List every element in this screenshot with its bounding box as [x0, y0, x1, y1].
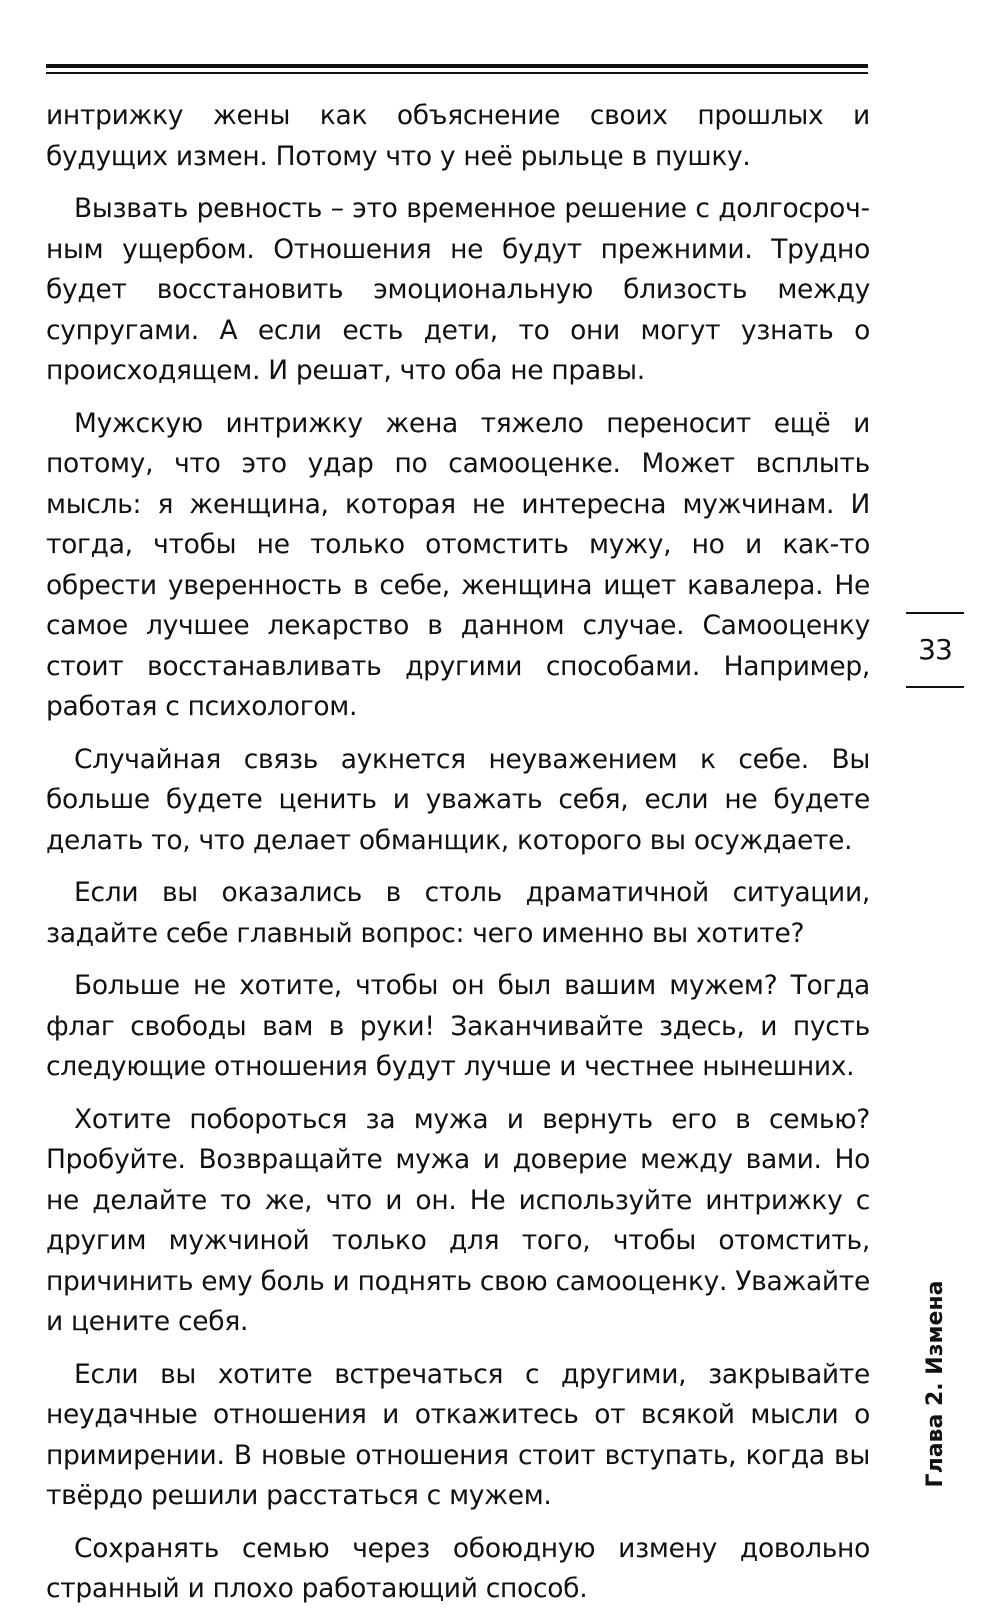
- paragraph: интрижку жены как объяснение своих прошлых и будущих измен. Потому что у неё рыльце в пушку.: [46, 100, 870, 172]
- paragraph: Мужскую интрижку жена тяжело переносит ещё и потому, что это удар по самооценке. Может всплыть мысль: я женщина, которая не интересна мужчинам. И тогда, чтобы не только отомстить мужу, но и как-то обрести уверенность в себе, женщина ищет кавалера. Не самое лучшее лекарство в данном случае. Самооценку стоит восстанавливать другими способами. Например, работая с психологом.: [46, 407, 870, 722]
- page-number-rule-bottom: [906, 686, 964, 688]
- paragraph: Случайная связь аукнется неуважением к себе. Вы больше будете ценить и уважать себя, если не будете делать то, что делает обманщик, которого вы осуждаете.: [46, 743, 870, 856]
- header-rule-thin: [46, 72, 868, 74]
- body-text: [46, 96, 870, 1622]
- paragraph: Хотите побороться за мужа и вернуть его в семью? Пробуйте. Возвращайте мужа и доверие между вами. Но не делайте то же, что и он. Не используйте интрижку с другим мужчиной только для того, чтобы отомстить, причинить ему боль и поднять свою самооценку. Уважайте и цените себя.: [46, 1103, 870, 1337]
- page-number: 33: [918, 633, 952, 666]
- paragraph: Вызвать ревность – это временное решение с долгосрочным ущербом. Отношения не будут прежними. Трудно будет восстановить эмоциональную близость между супругами. А если есть дети, то они могут узнать о происходящем. И решат, что оба не правы.: [46, 193, 870, 386]
- paragraph: Больше не хотите, чтобы он был вашим мужем? Тогда флаг свободы вам в руки! Заканчивайте здесь, и пусть следующие отношения будут лучше и честнее нынешних.: [46, 970, 870, 1082]
- page-number-rule-top: [906, 612, 964, 614]
- paragraph: Если вы оказались в столь драматичной ситуации, задайте себе главный вопрос: чего именно вы хотите?: [46, 877, 870, 949]
- paragraph: Если вы хотите встречаться с другими, закрывайте неудачные отношения и откажитесь от всякой мысли о примирении. В новые отношения стоит вступать, когда вы твёрдо решили расстаться с мужем.: [46, 1358, 870, 1511]
- running-head: Глава 2. Измена: [923, 1280, 948, 1488]
- header-rule-thick: [46, 64, 868, 68]
- paragraph: Сохранять семью через обоюдную измену довольно странный и плохо работающий способ.: [46, 1532, 870, 1604]
